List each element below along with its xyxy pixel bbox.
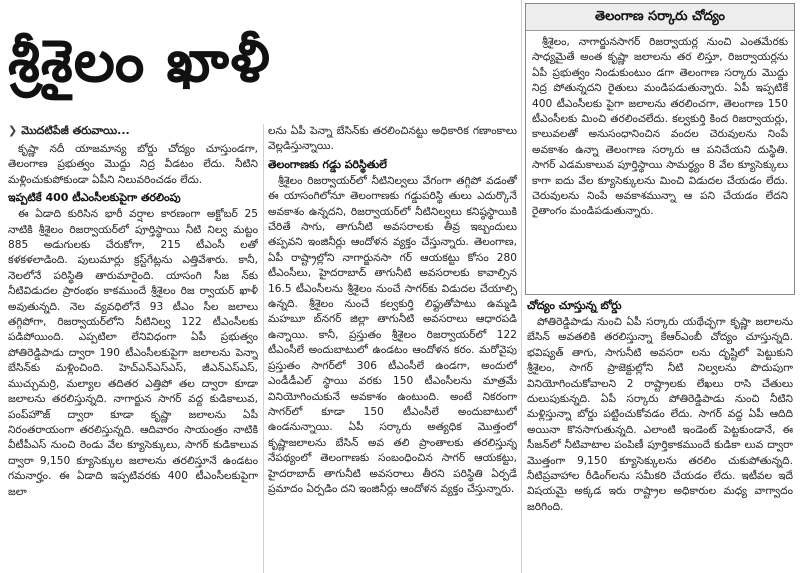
article-column-1 — [8, 142, 258, 573]
subheading-board: చోద్యం చూస్తున్న బోర్డు — [527, 299, 622, 312]
column-2-para-2: శ్రీశైలం రిజర్వాయర్‌లో నీటినిల్వలు వేగంగా తగ్గిపో వడంతో ఈ యాసంగిలోనూ తెలంగాణకు గడ్డుపరిస్థి తులు ఎదుర్కొనే అవకాశం ఉన్నదని, రిజర్వాయర్‌లో నీటినిల్వలు కనిష్ఠస్థాయికి చేరితే సాగు, తాగునీటి అవసరాలకు తీవ్ర ఇబ్బందులు తప్పవని ఇంజినీర్లు ఆందోళన వ్యక్తం చేస్తున్నారు. తెలంగాణ, ఏపీ రాష్ట్రాల్లోని నాగార్జునసా గర్ ఆయకట్టు కోసం 280 టీఎంసీలు, హైదరాబాద్ తాగునీటి అవసరాలకు కావాల్సిన 16.5 టీఎంసీలను శ్రీశైలం నుంచే సాగర్‌కు విడుదల చేయాల్సి ఉన్నది. శ్రీశైలం నుంచే కల్వకుర్తి లిఫ్టుతోపాటు ఉమ్మడి మహబూ బ్‌నగర్ జిల్లా తాగునీటి అవసరాలు ఆధారపడి ఉన్నాయి. కానీ, ప్రస్తుతం శ్రీశైలం రిజర్వాయర్‌లో 122 టీఎంసీలే అందుబాటులో ఉండటం ఆందోళన కరం. మరోవైపు ప్రస్తుతం సాగర్‌లో 306 టీఎంసీలే ఉండగా, అందులో ఎండీడీఎల్ స్థాయి వరకు 150 టీఎంసీలను మాత్రమే వినియోగించుకునే అవకాశం ఉంటుంది. అంటే నికరంగా సాగర్‌లో కూడా 150 టీఎంసీలే అందుబాటులో ఉండనున్నాయి. ఏపీ సర్కారు అత్యధిక మొత్తంలో కృష్ణాజలాలను బేసిన్ అవ తలి ప్రాంతాలకు తరలిస్తున్న నేపథ్యంలో తెలంగాణకు సంబంధించిన సాగర్ ఆయకట్టు, హైదరాబాద్ తాగునీటి అవసరాలు తీరని పరిస్థితి ఏర్పడే ప్రమాదం ఏర్పడిం దని ఇంజినీర్లు ఆందోళన వ్యక్తం చేస్తున్నారు. — [268, 174, 517, 495]
kicker-text: మొదటిపేజీ తరువాయి... — [21, 124, 130, 137]
column-divider — [263, 124, 264, 573]
subheading-transfer: ఇప్పటికే 400 టీఎంసీలకుపైగా తరలింపు — [8, 191, 181, 205]
sidebar-box — [525, 3, 795, 295]
column-1-para-1: కృష్ణా నదీ యాజమాన్య బోర్డు చోద్యం చూస్తుండగా, తెలంగాణ ప్రభుత్వం మొద్దు నిద్ర వీడటం లేదు. నీటిని మళ్లించుకుపోకుండా ఏపీని నిలువరించడం లేదు. — [8, 143, 258, 186]
chevron-right-icon: ❯ — [8, 124, 18, 137]
article-column-3 — [527, 298, 793, 573]
column-divider — [521, 0, 522, 573]
column-2-para-1: లను ఏపీ పెన్నా బేసిన్‌కు తరలించినట్టు అధికారిక గణాంకాలు వెల్లడిస్తున్నాయి. — [268, 125, 517, 153]
kicker — [8, 124, 258, 138]
column-1-para-2: ఈ ఏడాది కురిసిన భారీ వర్షాల కారణంగా అక్టోబర్ 25 నాటికి శ్రీశైలం రిజర్వాయర్‌లో పూర్తిస్థాయి నీటి నిల్వ మట్టం 885 అడుగులకు చేరుకోగా, 215 టీఎంసీ లతో కళకళలాడింది. పులుమార్లు క్రస్ట్‌గేట్లను ఎత్తివేశారు. కానీ, నెలలోనే పరిస్థితి తారుమారైంది. యాసంగి సీజ న్‌కు నీటివిడుదల ప్రారంభం కాకముందే శ్రీశైలం రిజ ర్వాయర్ ఖాళీ అవుతున్నది. నెల వ్యవధిలోనే 93 టీఎం సీల జలాలు తగ్గిపోగా, రిజర్వాయర్‌లోని నీటినిల్వ 122 టీఎంసీలకు పడిపోయింది. ఎప్పటిలా లేనివిధంగా ఏపీ ప్రభుత్వం పోతిరెడ్డిపాడు ద్వారా 190 టీఎంసీలకుపైగా జలాలను పెన్నా బేసిన్‌కు మళ్లించింది. హెచ్‌ఎన్‌ఎస్‌ఎస్, జీఎన్‌ఎస్‌ఎస్, ముచ్చుమర్రి, మల్యాల తదితర ఎత్తిపో తల ద్వారా కూడా జలాలను తరలిస్తున్నది. నాగార్జున సాగర్ వద్ద కుడికాలువ, పంప్‌హౌజ్ ద్వారా కూడా కృష్ణా జలాలను ఏపీ నిరంతరాయంగా తరలిస్తున్నది. ఆదివారం సాయంత్రం నాటికి వీటీపీఎస్ నుంచి రెండు వేల క్యూసెక్కులు, సాగర్ కుడికాలువ ద్వారా 9,150 క్యూసెక్కుల జలాలను తరలిస్తూనే ఉండటం గమనార్హం. ఈ ఏడాది ఇప్పటివరకు 400 టీఎంసీలకుపైగా జలా — [8, 208, 258, 498]
sidebar-para: శ్రీశైలం, నాగార్జునసాగర్ రిజర్వాయర్ల నుంచి ఎంతమేరకు సాధ్యమైతే అంత కృష్ణా జలాలను తర లిస్తూ, రిజర్వాయర్లను ఏపీ ప్రభుత్వం నిండుకుంటుం డగా తెలంగాణ సర్కారు మొద్దు నిద్ర పోతున్నదని రైతులు మండిపడుతున్నారు. ఏపీ ఇప్పటికే 400 టీఎంసీలకు పైగా జలాలను తరలించగా, తెలంగాణ 150 టీఎంసీలకు మించి తరలించలేదు. కల్వకుర్తి కింద రిజర్వాయర్లు, కాలువలతో అనుసంధానించిన వందల చెరువులను నింపే అవకాశం ఉన్నా తెలంగాణ సర్కారు ఆ పనిచేయని దుస్థితి. సాగర్ ఎడమకాలువ పూర్తిస్థాయి సామర్థ్యం 8 వేల క్యూసెక్కులు కాగా ఐదు వేల క్యూసెక్కులను మించి విడుదల చేయడం లేదు. చెరువులను నింపే అవకాశమున్నా ఆ పని చేయడం లేదని రైతాంగం మండిపడుతున్నారు. — [532, 36, 788, 218]
sidebar-title: తెలంగాణ సర్కారు చోద్యం — [526, 4, 794, 31]
column-3-para-1: పోతిరెడ్డిపాడు నుంచి ఏపీ సర్కారు యథేచ్ఛగా కృష్ణా జలాలను బేసిన్ అవతలికి తరలిస్తున్నా కేఆర్‌ఎంబీ చోద్యం చూస్తున్నది. భవిష్యత్ తాగు, సాగునీటి అవసరా లను దృష్టిలో పెట్టుకుని శ్రీశైలం, సాగర్ ప్రాజెక్టుల్లోని నీటి నిల్వలను పొదుపుగా వినియోగించుకోవాలని 2 రాష్ట్రాలకు లేఖలు రాసి చేతులు దులుపుకున్నది. ఏపీ సర్కారు పోతిరెడ్డిపాడు నుంచి నీటిని మళ్లిస్తున్నా బోర్డు పట్టించుకోవడం లేదు. సాగర్ వద్ద ఏపీ ఆదిది అయినా కొనసాగుతున్నది. ఎలాంటి ఇండెంట్ పెట్టకుండానే, ఈ సీజన్‌లో నీటివాటాల పంపిణీ పూర్తికాకముందే కుడికా లువ ద్వారా మొత్తంగా 9,150 క్యూసెక్కులను తరలిం చుకుపోతున్నది. నీటిప్రవాహాల రీడింగ్‌లను సమీకరి చేయడం లేదు. ఇటీవల ఇదే విషయమై అక్కడ ఇరు రాష్ట్రాల అధికారుల మధ్య వాగ్వాదం జరిగింది. — [527, 316, 793, 513]
headline: శ్రీశైలం ఖాళీ — [8, 27, 271, 95]
sidebar-body — [526, 31, 794, 289]
subheading-telangana: తెలంగాణకు గడ్డు పరిస్థితులే — [268, 157, 387, 171]
article-column-2 — [268, 124, 517, 573]
